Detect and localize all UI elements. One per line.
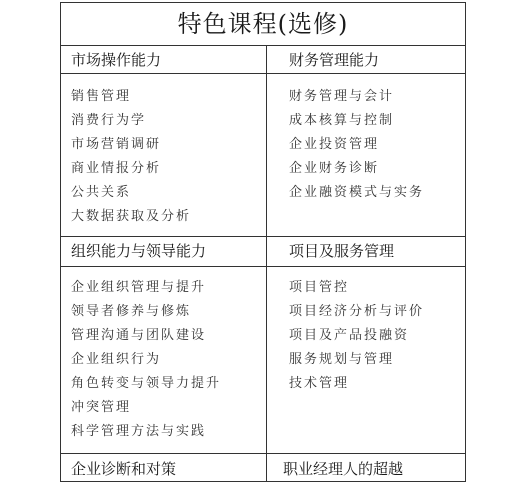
list-item: 项目经济分析与评价 — [289, 304, 425, 319]
section-heading: 财务管理能力 — [289, 51, 380, 69]
list-item: 财务管理与会计 — [289, 89, 395, 104]
list-item: 管理沟通与团队建设 — [71, 328, 207, 343]
section-manager-transcendence — [283, 458, 461, 480]
list-item: 企业投资管理 — [289, 137, 380, 152]
section-items — [289, 276, 464, 396]
list-item: 市场营销调研 — [71, 137, 162, 152]
list-item: 成本核算与控制 — [289, 113, 395, 128]
column-divider — [266, 45, 267, 481]
list-item: 企业融资模式与实务 — [289, 185, 425, 200]
list-item: 服务规划与管理 — [289, 352, 395, 367]
list-item: 销售管理 — [71, 89, 132, 104]
list-item: 企业组织管理与提升 — [71, 280, 207, 295]
section-items — [71, 276, 264, 444]
list-item: 角色转变与领导力提升 — [71, 376, 222, 391]
list-item: 公共关系 — [71, 185, 132, 200]
list-item: 项目管控 — [289, 280, 350, 295]
list-item: 大数据获取及分析 — [71, 209, 192, 224]
section-finance-management — [289, 49, 461, 234]
section-market-operation — [71, 49, 261, 234]
section-heading: 企业诊断和对策 — [71, 460, 177, 478]
section-organization-leadership — [71, 240, 264, 450]
table-title: 特色课程(选修) — [61, 3, 465, 46]
section-heading: 市场操作能力 — [71, 51, 162, 69]
section-items — [289, 85, 461, 205]
list-item: 商业情报分析 — [71, 161, 162, 176]
list-item: 科学管理方法与实践 — [71, 424, 207, 439]
row-divider — [61, 453, 465, 454]
list-item: 企业组织行为 — [71, 352, 162, 367]
list-item: 领导者修养与修炼 — [71, 304, 192, 319]
list-item: 企业财务诊断 — [289, 161, 380, 176]
course-table — [60, 2, 466, 482]
list-item: 项目及产品投融资 — [289, 328, 410, 343]
section-heading: 职业经理人的超越 — [283, 460, 404, 478]
section-items — [71, 85, 261, 229]
section-heading: 项目及服务管理 — [289, 242, 395, 260]
list-item: 技术管理 — [289, 376, 350, 391]
section-heading: 组织能力与领导能力 — [71, 242, 207, 260]
section-enterprise-diagnosis — [71, 458, 261, 480]
section-project-service — [289, 240, 464, 450]
list-item: 冲突管理 — [71, 400, 132, 415]
list-item: 消费行为学 — [71, 113, 147, 128]
row-divider — [61, 236, 465, 237]
